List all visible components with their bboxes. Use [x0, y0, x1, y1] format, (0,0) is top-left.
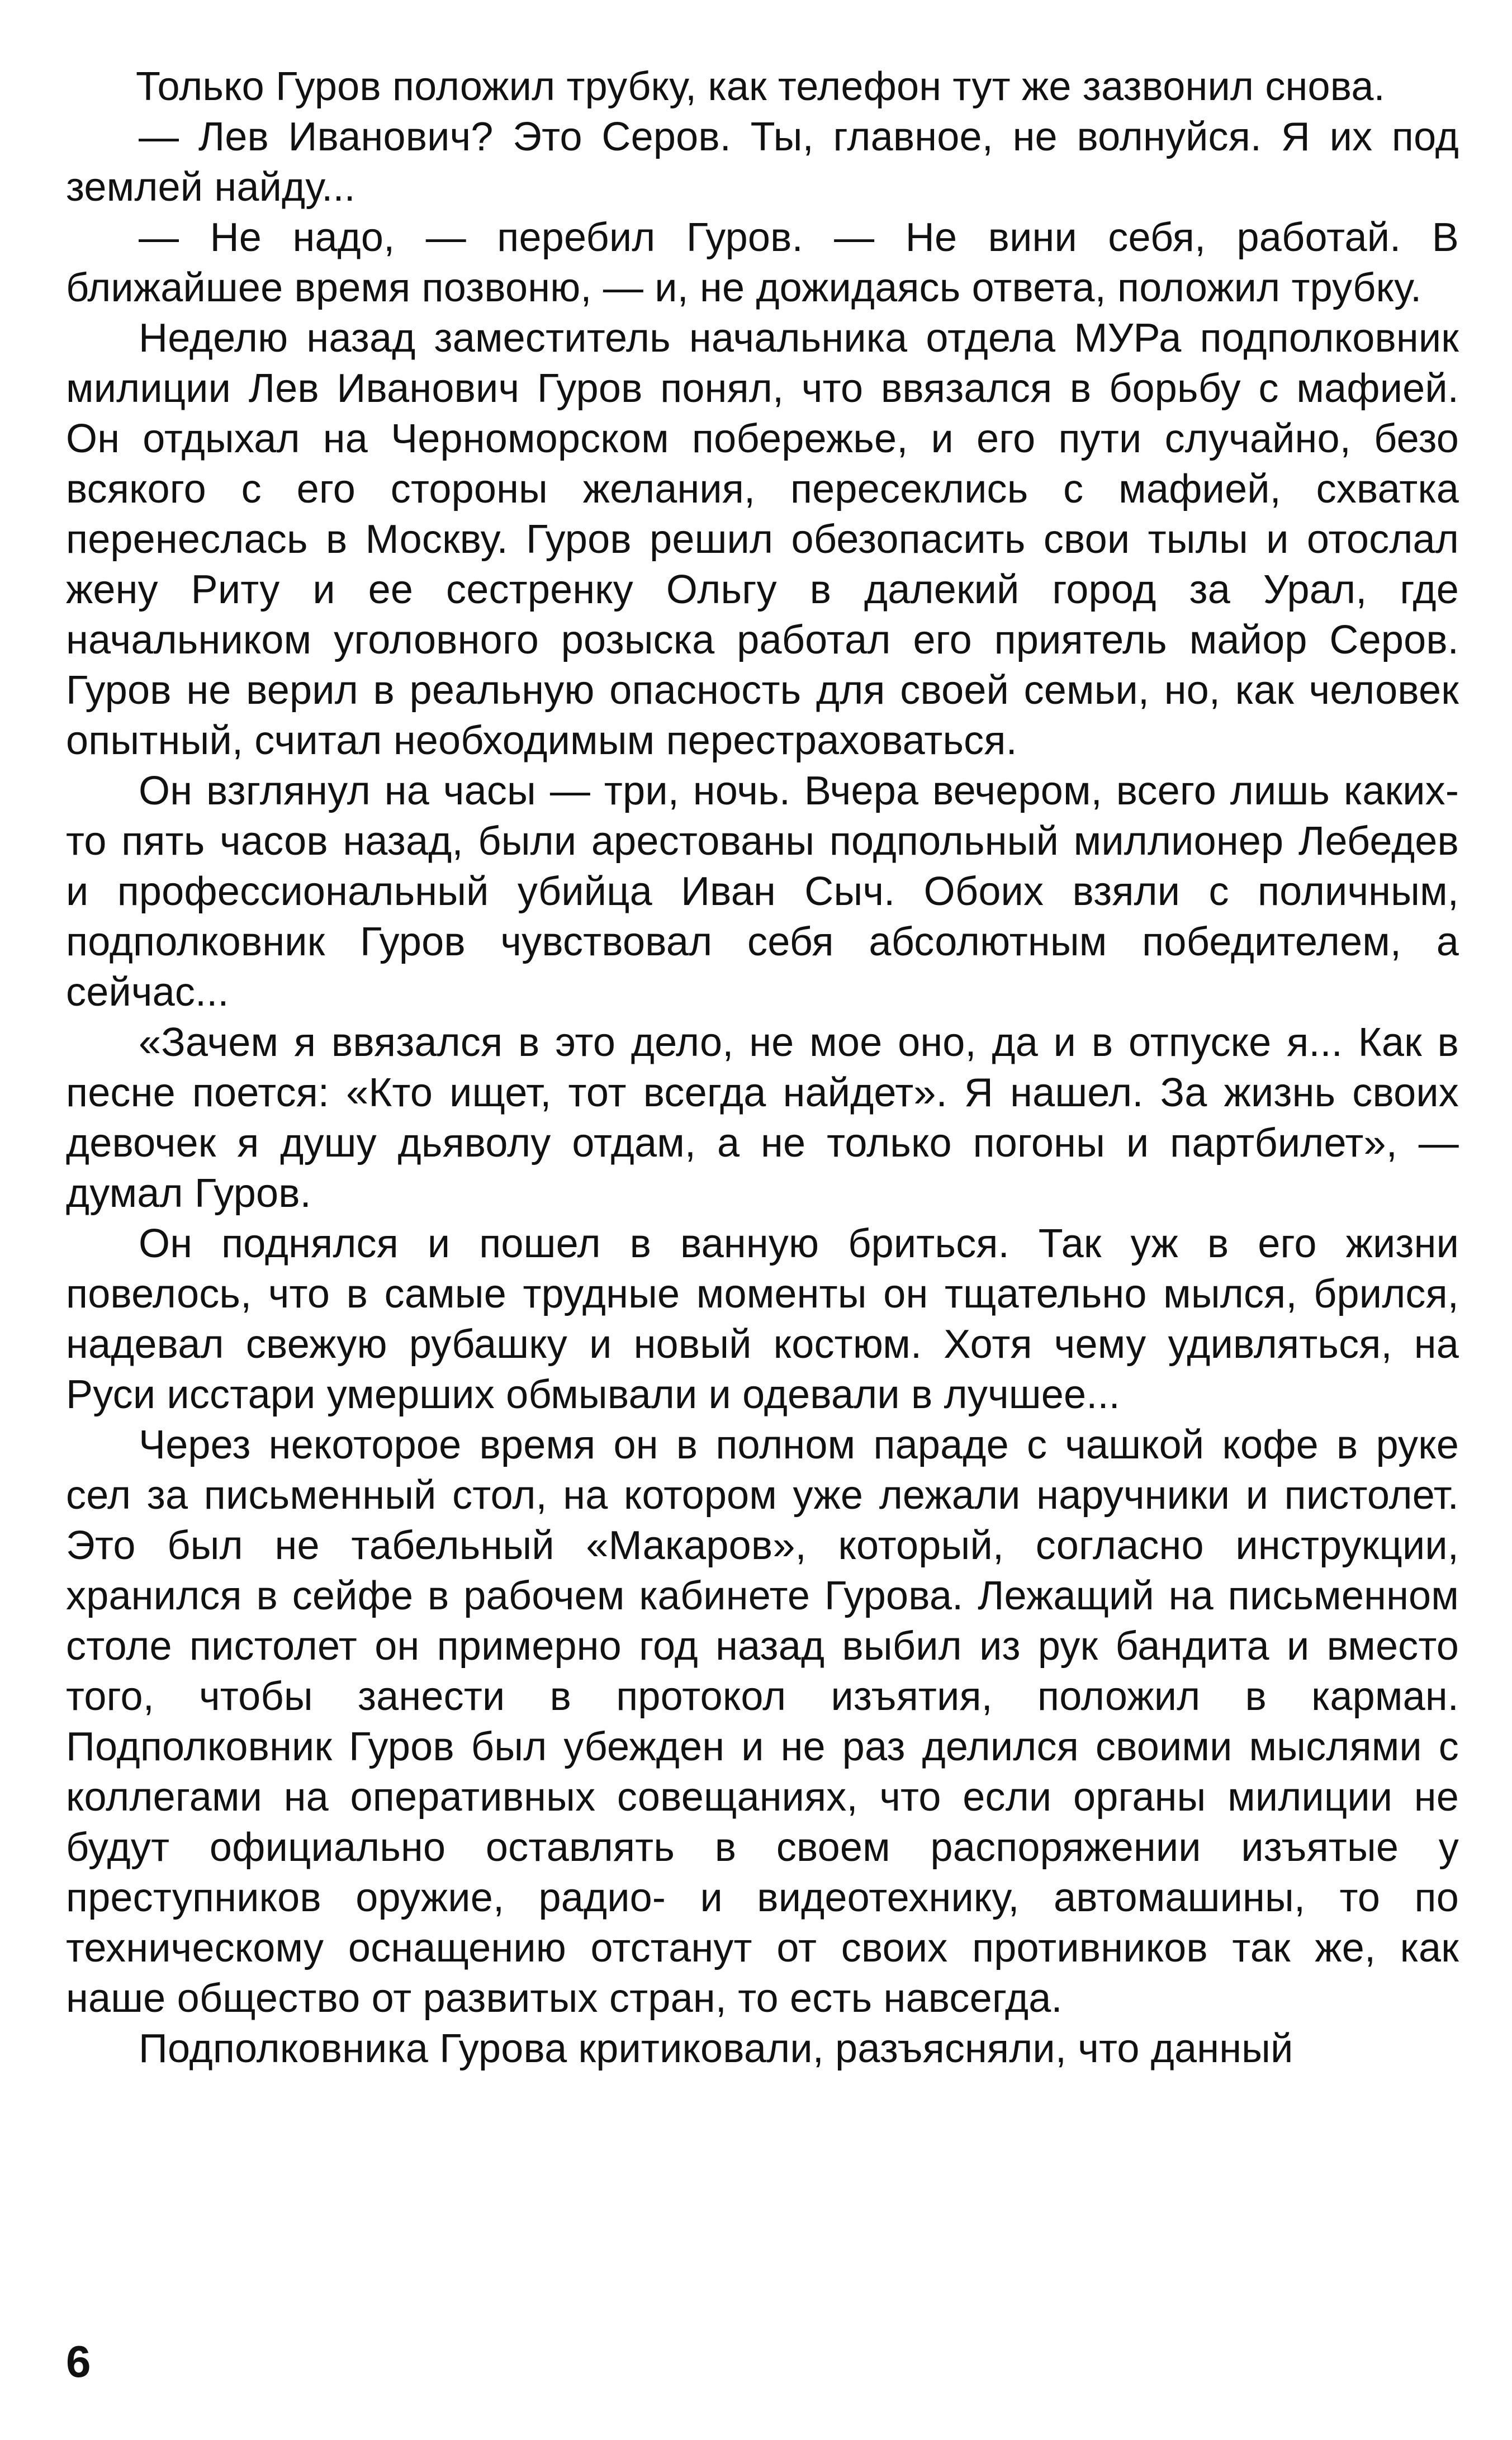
paragraph-9: Подполковника Гурова критиковали, разъясняли, что данный — [139, 2026, 1293, 2071]
paragraph-1: Только Гуров положил трубку, как телефон тут же зазвонил снова. — [136, 64, 1385, 109]
page-number: 6 — [66, 2337, 91, 2386]
paragraph-6: «Зачем я ввязался в это дело, не мое оно, да и в отпуске я... Как в песне поется: «Кто ищет, тот всегда найдет». Я нашел. За жизнь своих девочек я душу дьяволу отдам, а не только погоны и партбилет», — думал Гуров. — [66, 1020, 1459, 1216]
paragraph-2: — Лев Иванович? Это Серов. Ты, главное, не волнуйся. Я их под землей найду... — [66, 115, 1459, 210]
paragraph-4: Неделю назад заместитель начальника отдела МУРа подполковник милиции Лев Иванович Гуров понял, что ввязался в борьбу с мафией. Он отдыхал на Черноморском побережье, и его пути случайно, безо всякого с его стороны желания, пересеклись с мафией, схватка перенеслась в Москву. Гуров решил обезопасить свои тылы и отослал жену Риту и ее сестренку Ольгу в далекий город за Урал, где начальником уголовного розыска работал его приятель майор Серов. Гуров не верил в реальную опасность для своей семьи, но, как человек опытный, считал необходимым перестраховаться. — [66, 316, 1459, 763]
paragraph-5: Он взглянул на часы — три, ночь. Вчера вечером, всего лишь каких-то пять часов назад, были арестованы подпольный миллионер Лебедев и профессиональный убийца Иван Сыч. Обоих взяли с поличным, подполковник Гуров чувствовал себя абсолютным победителем, а сейчас... — [66, 769, 1459, 1015]
paragraph-7: Он поднялся и пошел в ванную бриться. Так уж в его жизни повелось, что в самые трудные моменты он тщательно мылся, брился, надевал свежую рубашку и новый костюм. Хотя чему удивляться, на Руси исстари умерших обмывали и одевали в лучшее... — [66, 1221, 1459, 1417]
body-text — [66, 61, 1459, 2074]
paragraph-8: Через некоторое время он в полном параде с чашкой кофе в руке сел за письменный стол, на котором уже лежали наручники и пистолет. Это был не табельный «Макаров», который, согласно инструкции, хранился в сейфе в рабочем кабинете Гурова. Лежащий на письменном столе пистолет он примерно год назад выбил из рук бандита и вместо того, чтобы занести в протокол изъятия, положил в карман. Подполковник Гуров был убежден и не раз делился своими мыслями с коллегами на оперативных совещаниях, что если органы милиции не будут официально оставлять в своем распоряжении изъятые у преступников оружие, радио- и видеотехнику, автомашины, то по техническому оснащению отстанут от своих противников так же, как наше общество от развитых стран, то есть навсегда. — [66, 1423, 1459, 2021]
paragraph-3: — Не надо, — перебил Гуров. — Не вини себя, работай. В ближайшее время позвоню, — и, не дожидаясь ответа, положил трубку. — [66, 215, 1459, 310]
